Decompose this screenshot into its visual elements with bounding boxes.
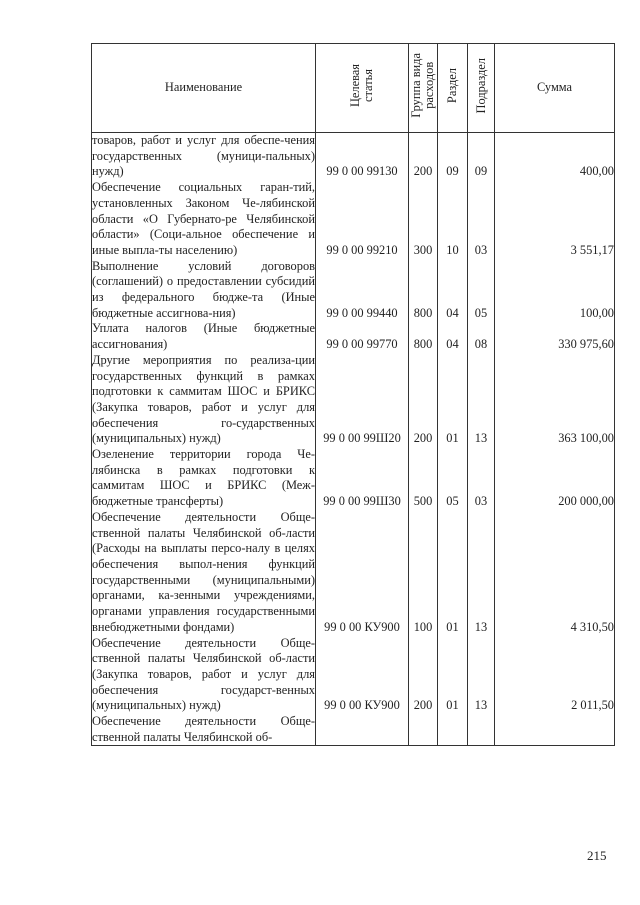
row-sum: 363 100,00 bbox=[495, 353, 615, 447]
header-subsection-label: Подраздел bbox=[473, 57, 488, 114]
table-row bbox=[92, 714, 615, 746]
row-name: Обеспечение деятельности Обще-ственной палаты Челябинской об- bbox=[92, 714, 316, 746]
row-sum: 330 975,60 bbox=[495, 321, 615, 352]
table-row bbox=[92, 133, 615, 181]
row-group: 200 bbox=[409, 636, 438, 715]
budget-table bbox=[91, 43, 615, 746]
row-subsection: 05 bbox=[468, 259, 495, 322]
row-sum: 400,00 bbox=[495, 133, 615, 181]
header-section bbox=[438, 44, 468, 133]
header-sum: Сумма bbox=[495, 44, 615, 133]
row-section: 01 bbox=[438, 636, 468, 715]
header-expense-group bbox=[409, 44, 438, 133]
row-code: 99 0 00 99Ш30 bbox=[316, 447, 409, 510]
row-code: 99 0 00 99130 bbox=[316, 133, 409, 181]
row-subsection: 13 bbox=[468, 353, 495, 447]
row-group: 100 bbox=[409, 510, 438, 636]
header-target-article bbox=[316, 44, 409, 133]
row-code: 99 0 00 99Ш20 bbox=[316, 353, 409, 447]
row-name: Озеленение территории города Че-лябинска в рамках подготовки к саммитам ШОС и БРИКС (Меж-бюджетные трансферты) bbox=[92, 447, 315, 509]
row-group: 300 bbox=[409, 180, 438, 259]
header-subsection bbox=[468, 44, 495, 133]
row-section: 01 bbox=[438, 353, 468, 447]
header-section-label: Раздел bbox=[445, 68, 459, 104]
table-row bbox=[92, 321, 615, 352]
row-section: 05 bbox=[438, 447, 468, 510]
row-code: 99 0 00 КУ900 bbox=[316, 636, 409, 715]
row-subsection: 08 bbox=[468, 321, 495, 352]
table-row bbox=[92, 180, 615, 259]
row-sum: 3 551,17 bbox=[495, 180, 615, 259]
row-code: 99 0 00 99210 bbox=[316, 180, 409, 259]
row-subsection bbox=[468, 714, 495, 746]
row-name: Уплата налогов (Иные бюджетные ассигнования) bbox=[92, 321, 315, 352]
header-expense-group-label: Группа вида расходов bbox=[409, 53, 436, 119]
row-name: товаров, работ и услуг для обеспе-чения государственных (муници-пальных) нужд) bbox=[92, 133, 315, 179]
table-header-row bbox=[92, 44, 615, 133]
row-section: 09 bbox=[438, 133, 468, 181]
row-group: 500 bbox=[409, 447, 438, 510]
row-sum: 100,00 bbox=[495, 259, 615, 322]
row-subsection: 13 bbox=[468, 510, 495, 636]
row-section: 04 bbox=[438, 321, 468, 352]
row-group: 800 bbox=[409, 259, 438, 322]
row-sum: 4 310,50 bbox=[495, 510, 615, 636]
header-target-article-label: Целевая статья bbox=[348, 64, 375, 108]
row-code bbox=[316, 714, 409, 746]
row-name: Обеспечение социальных гаран-тий, установленных Законом Че-лябинской области «О Губернато-ре Челябинской области» (Соци-альное обеспечение и иные выпла-ты населению) bbox=[92, 180, 315, 257]
row-section: 10 bbox=[438, 180, 468, 259]
table-row bbox=[92, 353, 615, 447]
row-section bbox=[438, 714, 468, 746]
table-row bbox=[92, 510, 615, 636]
row-section: 04 bbox=[438, 259, 468, 322]
row-subsection: 03 bbox=[468, 447, 495, 510]
page-number: 215 bbox=[587, 848, 607, 863]
table-row bbox=[92, 447, 615, 510]
row-code: 99 0 00 99770 bbox=[316, 321, 409, 352]
header-name: Наименование bbox=[92, 44, 316, 133]
row-subsection: 03 bbox=[468, 180, 495, 259]
row-name: Другие мероприятия по реализа-ции государственных функций в рамках подготовки к саммитам ШОС и БРИКС (Закупка товаров, работ и услуг для обеспечения го-сударственных (муниципальных) нужд) bbox=[92, 352, 315, 446]
row-name: Выполнение условий договоров (соглашений) о предоставлении субсидий из федерального бюдже-та (Иные бюджетные ассигнова-ния) bbox=[92, 258, 315, 320]
row-code: 99 0 00 99440 bbox=[316, 259, 409, 322]
row-group bbox=[409, 714, 438, 746]
row-sum bbox=[495, 714, 615, 746]
row-section: 01 bbox=[438, 510, 468, 636]
row-sum: 2 011,50 bbox=[495, 636, 615, 715]
row-sum: 200 000,00 bbox=[495, 447, 615, 510]
row-subsection: 13 bbox=[468, 636, 495, 715]
row-group: 800 bbox=[409, 321, 438, 352]
row-name: Обеспечение деятельности Обще-ственной палаты Челябинской об-ласти (Расходы на выплаты персо-налу в целях обеспечения выпол-нения функций государственными (муниципальными) органами, ка-зенными учреждениями, органами управления государственными внебюджетными фондами) bbox=[92, 509, 315, 634]
row-group: 200 bbox=[409, 353, 438, 447]
table-row bbox=[92, 636, 615, 715]
table-row bbox=[92, 259, 615, 322]
row-name: Обеспечение деятельности Обще-ственной палаты Челябинской об-ласти (Закупка товаров, работ и услуг для обеспечения государст-венных (муниципальных) нужд) bbox=[92, 635, 315, 713]
row-group: 200 bbox=[409, 133, 438, 181]
row-subsection: 09 bbox=[468, 133, 495, 181]
row-code: 99 0 00 КУ900 bbox=[316, 510, 409, 636]
